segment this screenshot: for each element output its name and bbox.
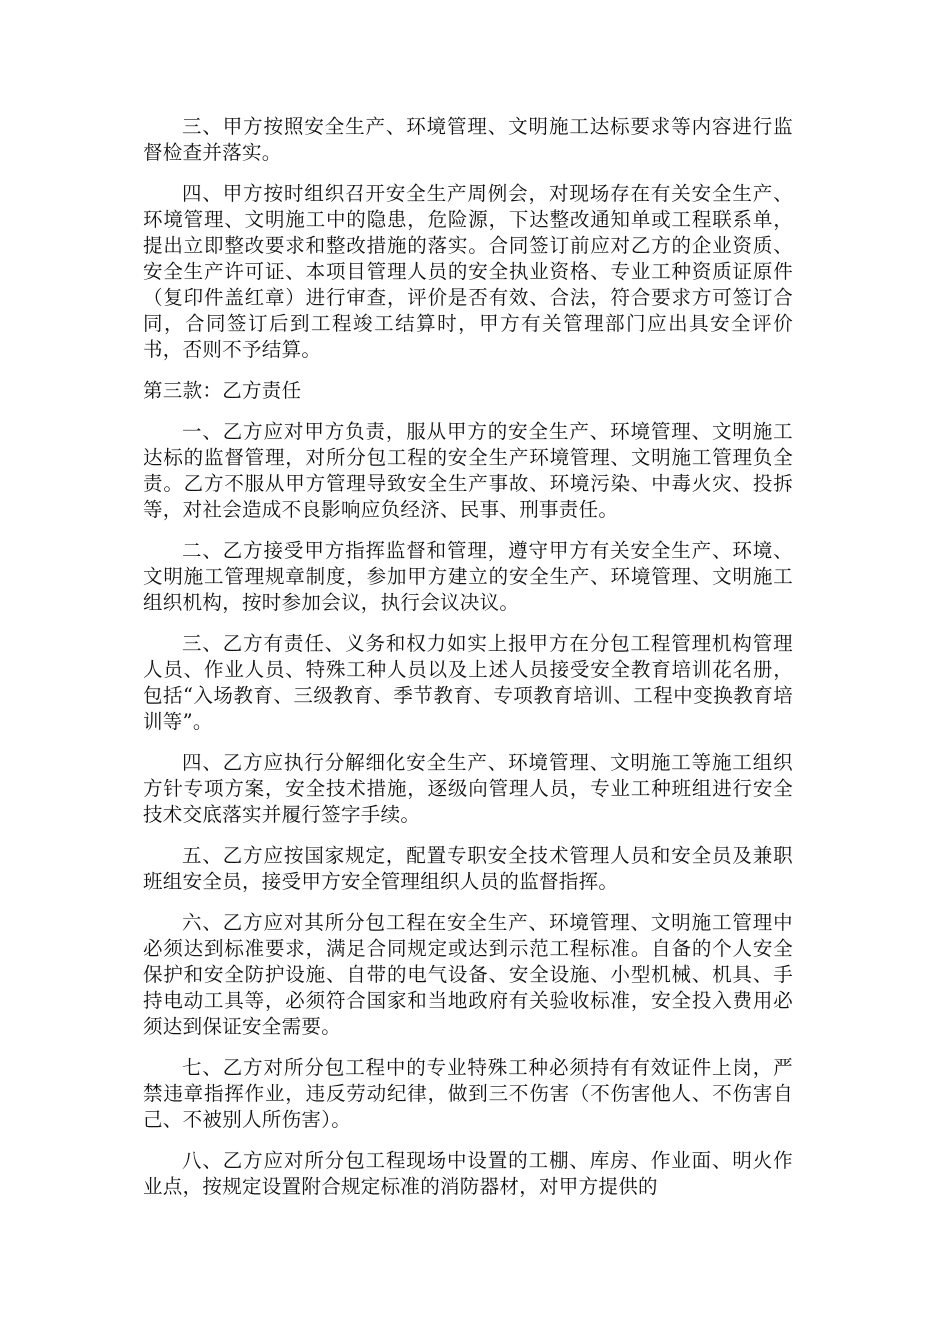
clause-paragraph-yi-5: 五、乙方应按国家规定，配置专职安全技术管理人员和安全员及兼职班组安全员，接受甲方安全管理组织人员的监督指挥。 [143, 844, 793, 893]
clause-paragraph-yi-2: 二、乙方接受甲方指挥监督和管理，遵守甲方有关安全生产、环境、文明施工管理规章制度，参加甲方建立的安全生产、环境管理、文明施工组织机构，按时参加会议，执行会议决议。 [143, 539, 793, 614]
clause-paragraph-yi-3: 三、乙方有责任、义务和权力如实上报甲方在分包工程管理机构管理人员、作业人员、特殊工种人员以及上述人员接受安全教育培训花名册，包括“入场教育、三级教育、季节教育、专项教育培训、工程中变换教育培训等”。 [143, 632, 793, 733]
clause-paragraph-yi-4: 四、乙方应执行分解细化安全生产、环境管理、文明施工等施工组织方针专项方案，安全技术措施，逐级向管理人员，专业工种班组进行安全技术交底落实并履行签字手续。 [143, 751, 793, 826]
clause-paragraph-yi-1: 一、乙方应对甲方负责，服从甲方的安全生产、环境管理、文明施工达标的监督管理，对所分包工程的安全生产环境管理、文明施工管理负全责。乙方不服从甲方管理导致安全生产事故、环境污染、中毒火灾、投拆等，对社会造成不良影响应负经济、民事、刑事责任。 [143, 420, 793, 521]
clause-paragraph-yi-7: 七、乙方对所分包工程中的专业特殊工种必须持有有效证件上岗，严禁违章指挥作业，违反劳动纪律，做到三不伤害（不伤害他人、不伤害自己、不被别人所伤害）。 [143, 1056, 793, 1131]
clause-paragraph-jia-3: 三、甲方按照安全生产、环境管理、文明施工达标要求等内容进行监督检查并落实。 [143, 115, 793, 164]
document-page [143, 114, 793, 1215]
clause-paragraph-yi-8: 八、乙方应对所分包工程现场中设置的工棚、库房、作业面、明火作业点，按规定设置附合规定标准的消防器材，对甲方提供的 [143, 1149, 793, 1198]
clause-paragraph-jia-4: 四、甲方按时组织召开安全生产周例会，对现场存在有关安全生产、环境管理、文明施工中的隐患，危险源，下达整改通知单或工程联系单，提出立即整改要求和整改措施的落实。合同签订前应对乙方的企业资质、安全生产许可证、本项目管理人员的安全执业资格、专业工种资质证原件（复印件盖红章）进行审查，评价是否有效、合法，符合要求方可签订合同，合同签订后到工程竣工结算时，甲方有关管理部门应出具安全评价书，否则不予结算。 [143, 182, 793, 361]
section-heading-yi-responsibility: 第三款：乙方责任 [143, 379, 302, 402]
clause-paragraph-yi-6: 六、乙方应对其所分包工程在安全生产、环境管理、文明施工管理中必须达到标准要求，满足合同规定或达到示范工程标准。自备的个人安全保护和安全防护设施、自带的电气设备、安全设施、小型机械、机具、手持电动工具等，必须符合国家和当地政府有关验收标准，安全投入费用必须达到保证安全需要。 [143, 911, 793, 1038]
